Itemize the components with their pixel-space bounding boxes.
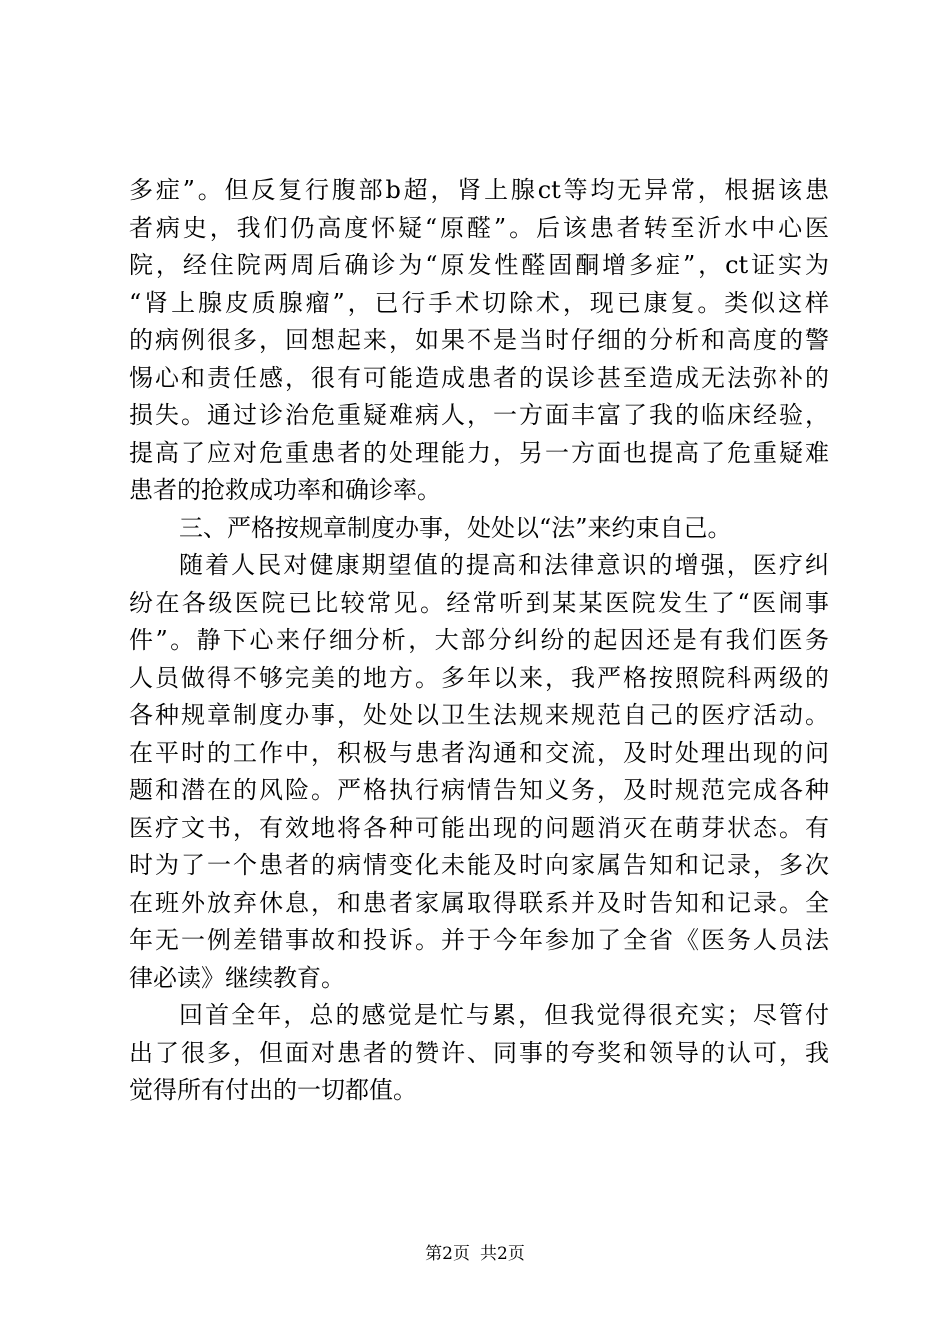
- document-body: [129, 172, 829, 1110]
- text-line: 惕心和责任感，很有可能造成患者的误诊甚至造成无法弥补的: [129, 363, 829, 392]
- text-line: 律必读》继续教育。: [129, 963, 345, 992]
- text-line: 出了很多，但面对患者的赞许、同事的夸奖和领导的认可，我: [129, 1038, 829, 1067]
- text-line: 纷在各级医院已比较常见。经常听到某某医院发生了“医闹事: [129, 588, 829, 617]
- text-line: 在平时的工作中，积极与患者沟通和交流，及时处理出现的问: [129, 738, 829, 767]
- text-line: 提高了应对危重患者的处理能力，另一方面也提高了危重疑难: [129, 438, 829, 467]
- text-line: 年无一例差错事故和投诉。并于今年参加了全省《医务人员法: [129, 926, 829, 954]
- text-line: 各种规章制度办事，处处以卫生法规来规范自己的医疗活动。: [129, 701, 829, 729]
- text-line: 件”。静下心来仔细分析，大部分纠纷的起因还是有我们医务: [129, 626, 829, 654]
- text-line: 的病例很多，回想起来，如果不是当时仔细的分析和高度的警: [129, 326, 829, 354]
- page-number-total: 共2页: [480, 1244, 525, 1264]
- text-line: “肾上腺皮质腺瘤”，已行手术切除术，现已康复。类似这样: [129, 288, 829, 317]
- text-line: 多症”。但反复行腹部b超，肾上腺ct等均无异常，根据该患: [129, 176, 829, 204]
- text-line: 题和潜在的风险。严格执行病情告知义务，及时规范完成各种: [129, 776, 829, 804]
- section-heading: 三、严格按规章制度办事，处处以“法”来约束自己。: [179, 513, 732, 542]
- text-line: 在班外放弃休息，和患者家属取得联系并及时告知和记录。全: [129, 888, 829, 917]
- text-line: 时为了一个患者的病情变化未能及时向家属告知和记录，多次: [129, 851, 829, 879]
- page-footer: [0, 1242, 950, 1266]
- text-line: 觉得所有付出的一切都值。: [129, 1076, 417, 1104]
- text-line: 人员做得不够完美的地方。多年以来，我严格按照院科两级的: [129, 663, 829, 692]
- text-line: 医疗文书，有效地将各种可能出现的问题消灭在萌芽状态。有: [129, 813, 829, 842]
- text-line: 者病史，我们仍高度怀疑“原醛”。后该患者转至沂水中心医: [129, 213, 829, 242]
- text-line: 患者的抢救成功率和确诊率。: [129, 476, 441, 504]
- text-line: 回首全年，总的感觉是忙与累，但我觉得很充实；尽管付: [179, 1001, 829, 1029]
- page-number-current: 第2页: [425, 1244, 470, 1264]
- text-line: 损失。通过诊治危重疑难病人，一方面丰富了我的临床经验，: [129, 401, 829, 429]
- text-line: 院，经住院两周后确诊为“原发性醛固酮增多症”，ct证实为: [129, 251, 829, 279]
- text-line: 随着人民对健康期望值的提高和法律意识的增强，医疗纠: [179, 551, 829, 579]
